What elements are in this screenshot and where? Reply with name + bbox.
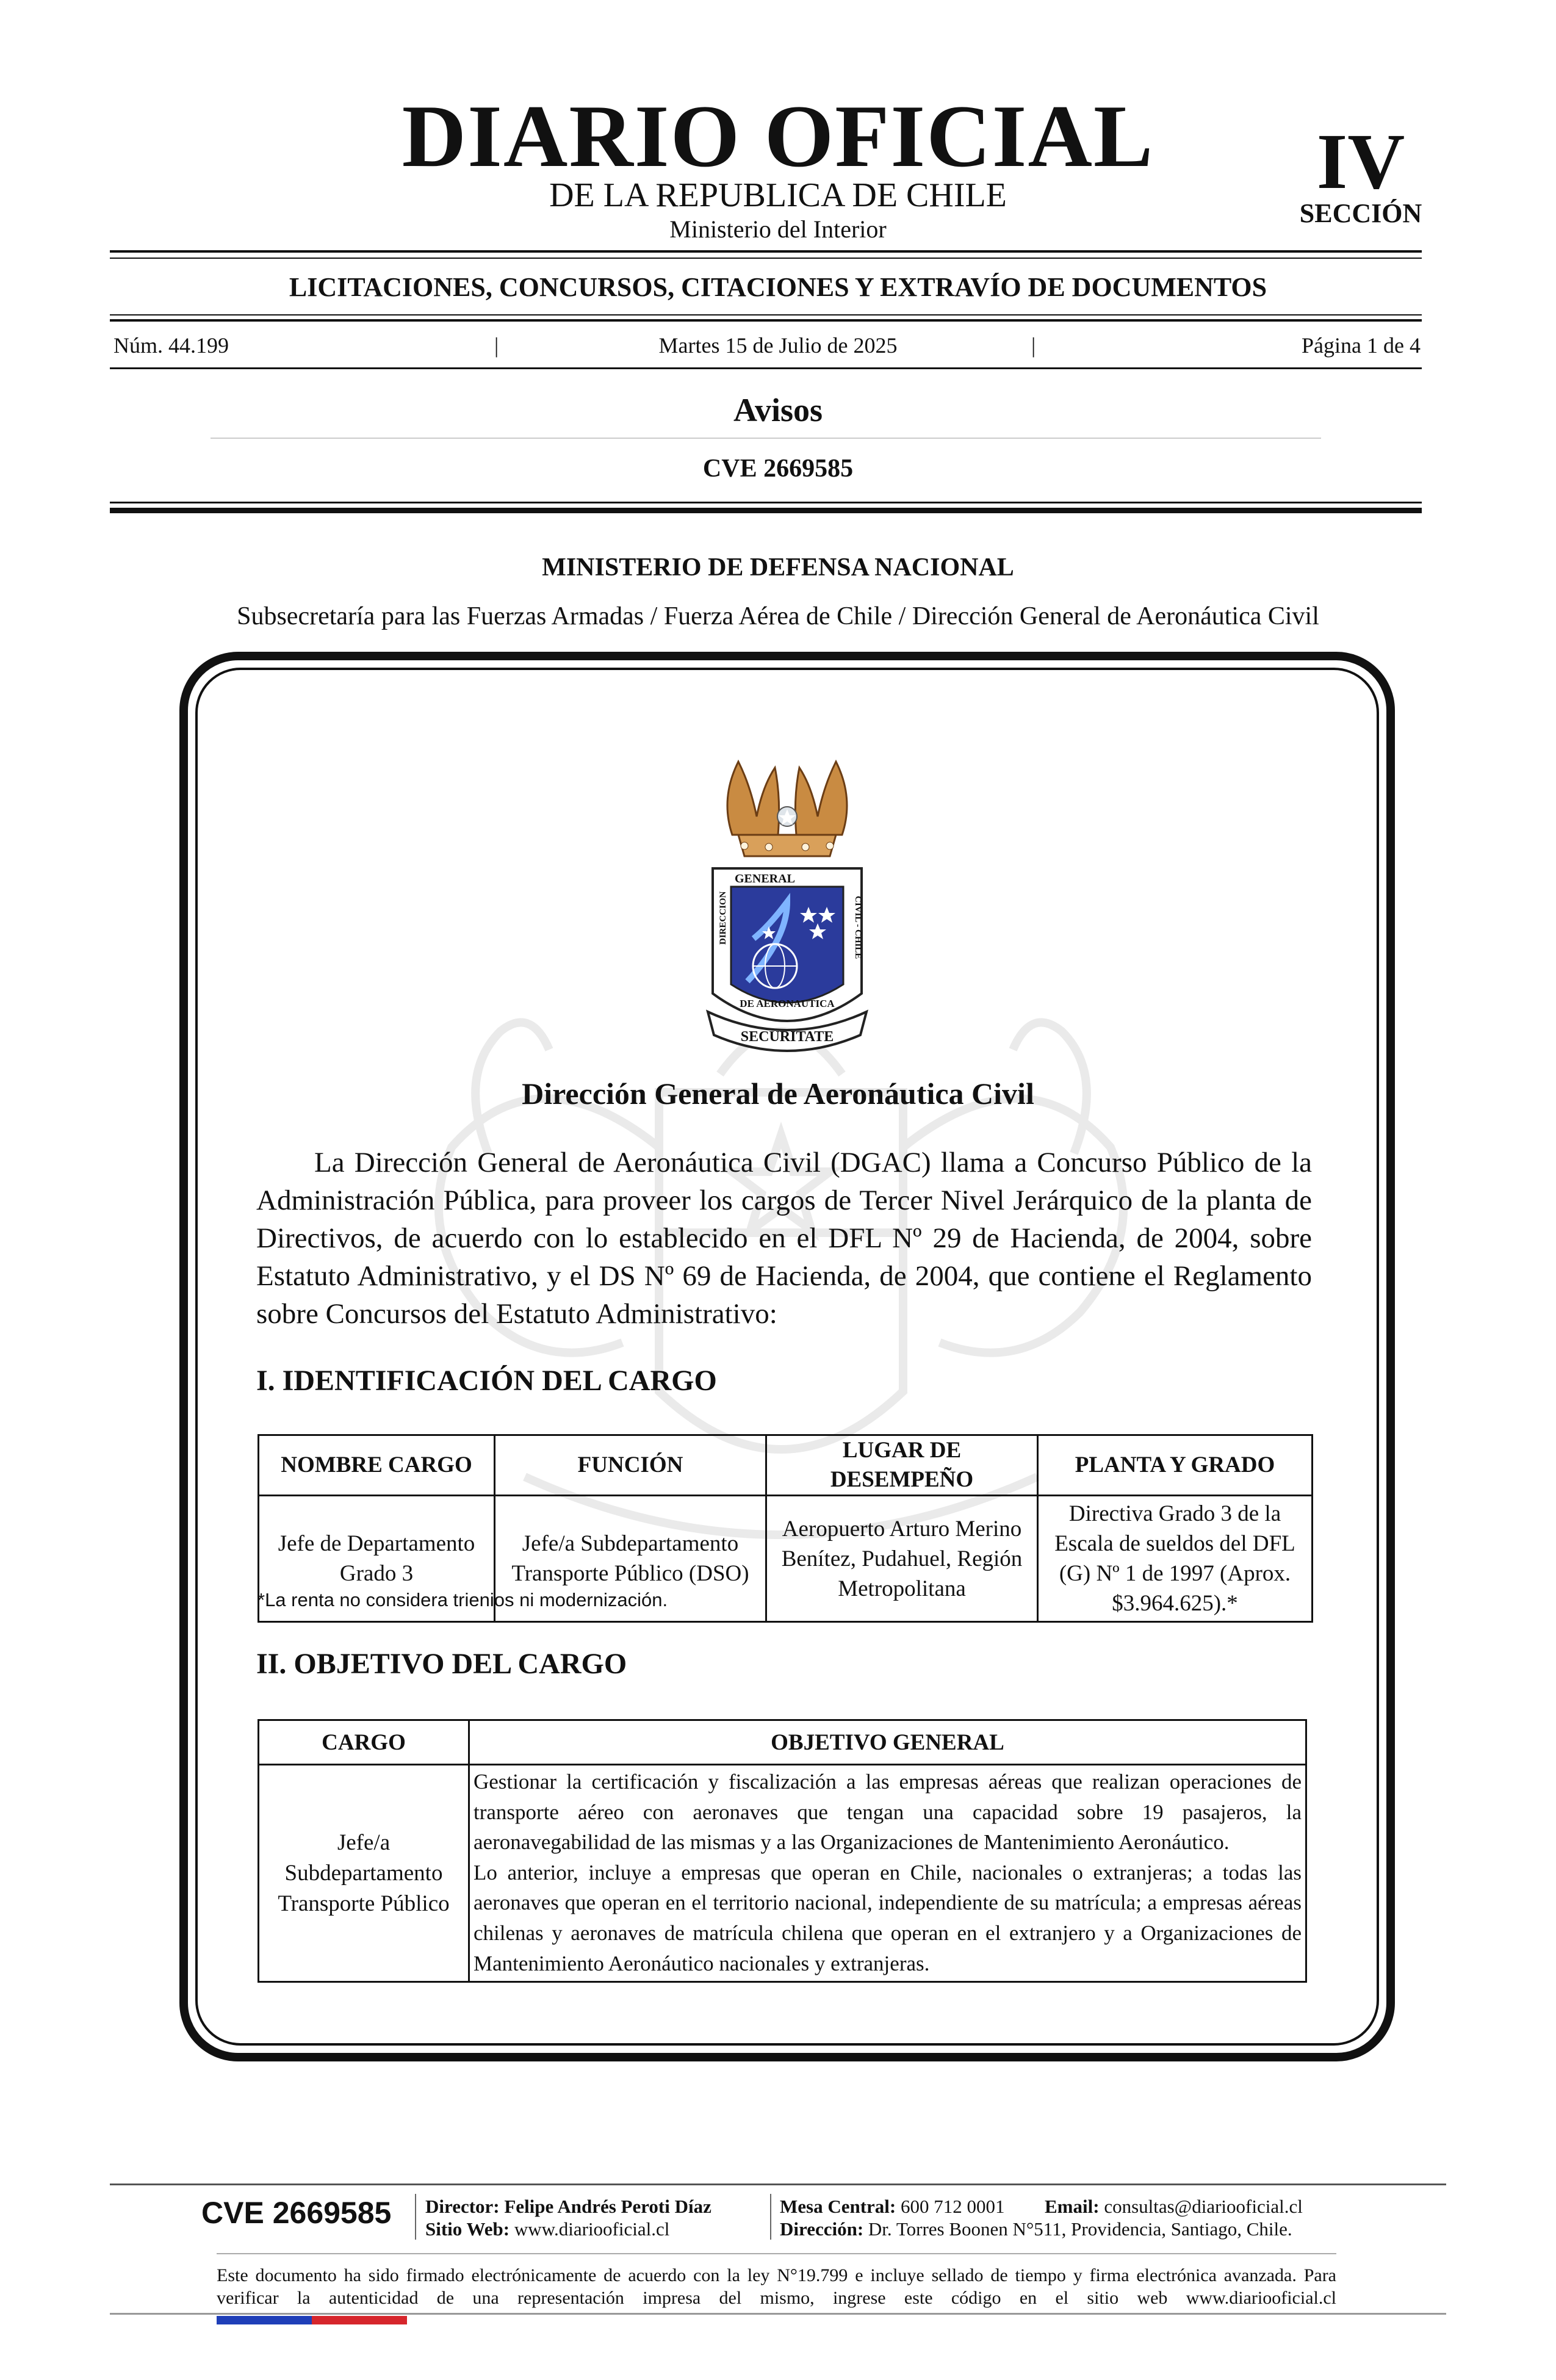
address-text: Dr. Torres Boonen N°511, Providencia, Santiago, Chile. [868, 2218, 1292, 2240]
website-link[interactable]: www.diariooficial.cl [514, 2218, 670, 2240]
footer-divider [110, 2183, 1446, 2185]
email-label: Email: [1045, 2196, 1100, 2217]
footer-email [1045, 2195, 1303, 2218]
organization-heading: Dirección General de Aeronáutica Civil [522, 1076, 1034, 1111]
footer-legal-text: Este documento ha sido firmado electrónicamente de acuerdo con la ley N°19.799 e incluye sellado de tiempo y firma electrónica avanzada. Para verificar la autenticidad de una representación impresa del mismo, ingrese este código en el sitio web www.diariooficial.cl [217, 2265, 1336, 2308]
logo-text-left: DIRECCION [718, 891, 728, 945]
objetivo-paragraph-2: Lo anterior, incluye a empresas que operan en Chile, nacionales o extranjeras; a todas las aeronaves que operan en el territorio nacional, independiente de su matrícula; a empresas aéreas chilenas y aeronaves de matrícula chilena que operan en el extranjero y a Organizaciones de Mantenimiento Aeronáutico nacionales y extranjeras. [474, 1860, 1302, 1975]
section-label: SECCIÓN [1299, 198, 1422, 228]
table-row [259, 1765, 1306, 1982]
cell-nombre-cargo: Jefe de Departamento Grado 3 [259, 1496, 495, 1622]
website-label: Sitio Web: [425, 2218, 510, 2240]
footer-divider-light [217, 2253, 1336, 2254]
subsecretaria-line: Subsecretaría para las Fuerzas Armadas / Fuerza Aérea de Chile / Dirección General de Aeronáutica Civil [237, 602, 1319, 630]
right-wing-icon [795, 762, 847, 835]
issue-date: Martes 15 de Julio de 2025 [658, 333, 898, 358]
category-divider [110, 314, 1422, 316]
footer-phone [780, 2195, 1005, 2218]
page-indicator: Página 1 de 4 [1302, 333, 1421, 358]
masthead-divider [110, 250, 1422, 253]
header-funcion: FUNCIÓN [495, 1435, 766, 1496]
footer-separator [415, 2194, 416, 2240]
section1-heading: I. IDENTIFICACIÓN DEL CARGO [256, 1365, 717, 1397]
logo-text-bottom: DE AERONAUTICA [740, 998, 835, 1009]
meta-separator: | [1031, 333, 1036, 358]
objetivo-paragraph-1: Gestionar la certificación y fiscalización a las empresas aéreas que realizan operaciones de transporte aéreo con aeronaves que tengan una capacidad sobre 19 pasajeros, la aeronavegabilidad de las mismas y a las Organizaciones de Mantenimiento Aeronáutico. [474, 1770, 1302, 1855]
email-link[interactable]: consultas@diariooficial.cl [1104, 2196, 1303, 2217]
logo-ribbon-text: SECURITATE [740, 1029, 834, 1045]
masthead-subtitle: DE LA REPUBLICA DE CHILE [549, 176, 1007, 214]
phone-label: Mesa Central: [780, 2196, 896, 2217]
footer-website [425, 2218, 669, 2240]
director-label: Director: [425, 2196, 500, 2217]
left-wing-icon [727, 762, 779, 835]
footer-cve-code: CVE 2669585 [201, 2196, 392, 2230]
director-name: Felipe Andrés Peroti Díaz [504, 2196, 711, 2217]
header-lugar: LUGAR DE DESEMPEÑO [766, 1435, 1038, 1496]
footer-divider-bottom [110, 2313, 1446, 2315]
table-header-row [259, 1720, 1306, 1765]
logo-text-right: CIVIL - CHILE [853, 896, 863, 959]
intro-paragraph: La Dirección General de Aeronáutica Civil (DGAC) llama a Concurso Público de la Administración Pública, para proveer los cargos de Tercer Nivel Jerárquico de la planta de Directivos, de acuerdo con lo establecido en el DFL Nº 29 de Hacienda, de 2004, sobre Estatuto Administrativo, y el DS Nº 69 de Hacienda, de 2004, que contiene el Reglamento sobre Concursos del Estatuto Administrativo: [256, 1147, 1312, 1330]
cell-lugar: Aeropuerto Arturo Merino Benítez, Pudahuel, Región Metropolitana [766, 1496, 1038, 1622]
notice-type: Avisos [733, 392, 823, 428]
footer-address [780, 2218, 1292, 2240]
flag-stripe-red [312, 2316, 407, 2324]
section-number: IV [1316, 118, 1405, 206]
masthead-title: DIARIO OFICIAL [402, 87, 1154, 186]
objective-table [258, 1719, 1307, 1983]
category-divider-thick [110, 319, 1422, 322]
footer-separator [770, 2194, 771, 2240]
salary-note: *La renta no considera trienios ni modernización. [258, 1589, 668, 1610]
masthead-divider-thin [110, 258, 1422, 259]
footer-director [425, 2195, 711, 2218]
address-label: Dirección: [780, 2218, 864, 2240]
phone-number: 600 712 0001 [901, 2196, 1005, 2217]
header-planta-grado: PLANTA Y GRADO [1038, 1435, 1313, 1496]
notice-divider [211, 438, 1321, 439]
category-heading: LICITACIONES, CONCURSOS, CITACIONES Y EXTRAVÍO DE DOCUMENTOS [289, 272, 1267, 302]
header-cargo: CARGO [259, 1720, 469, 1765]
cell-cargo: Jefe/a Subdepartamento Transporte Público [259, 1765, 469, 1982]
cell-funcion: Jefe/a Subdepartamento Transporte Público (DSO) [495, 1496, 766, 1622]
ministry-heading: MINISTERIO DE DEFENSA NACIONAL [542, 554, 1014, 582]
cell-objetivo [469, 1765, 1306, 1982]
meta-divider [110, 367, 1422, 369]
cell-planta-grado: Directiva Grado 3 de la Escala de sueldos del DFL (G) Nº 1 de 1997 (Aprox. $3.964.625).* [1038, 1496, 1313, 1622]
flag-stripe-blue [217, 2316, 312, 2324]
header-nombre-cargo: NOMBRE CARGO [259, 1435, 495, 1496]
header-divider-thick [110, 508, 1422, 513]
dgac-emblem [696, 743, 879, 1061]
cve-code: CVE 2669585 [702, 455, 854, 483]
masthead-ministry: Ministerio del Interior [669, 215, 887, 243]
logo-text-top: GENERAL [735, 872, 795, 885]
meta-separator: | [494, 333, 499, 358]
header-divider-thin [110, 502, 1422, 503]
section2-heading: II. OBJETIVO DEL CARGO [256, 1648, 627, 1680]
issue-number: Núm. 44.199 [113, 333, 229, 358]
table-header-row [259, 1435, 1313, 1496]
header-objetivo: OBJETIVO GENERAL [469, 1720, 1306, 1765]
